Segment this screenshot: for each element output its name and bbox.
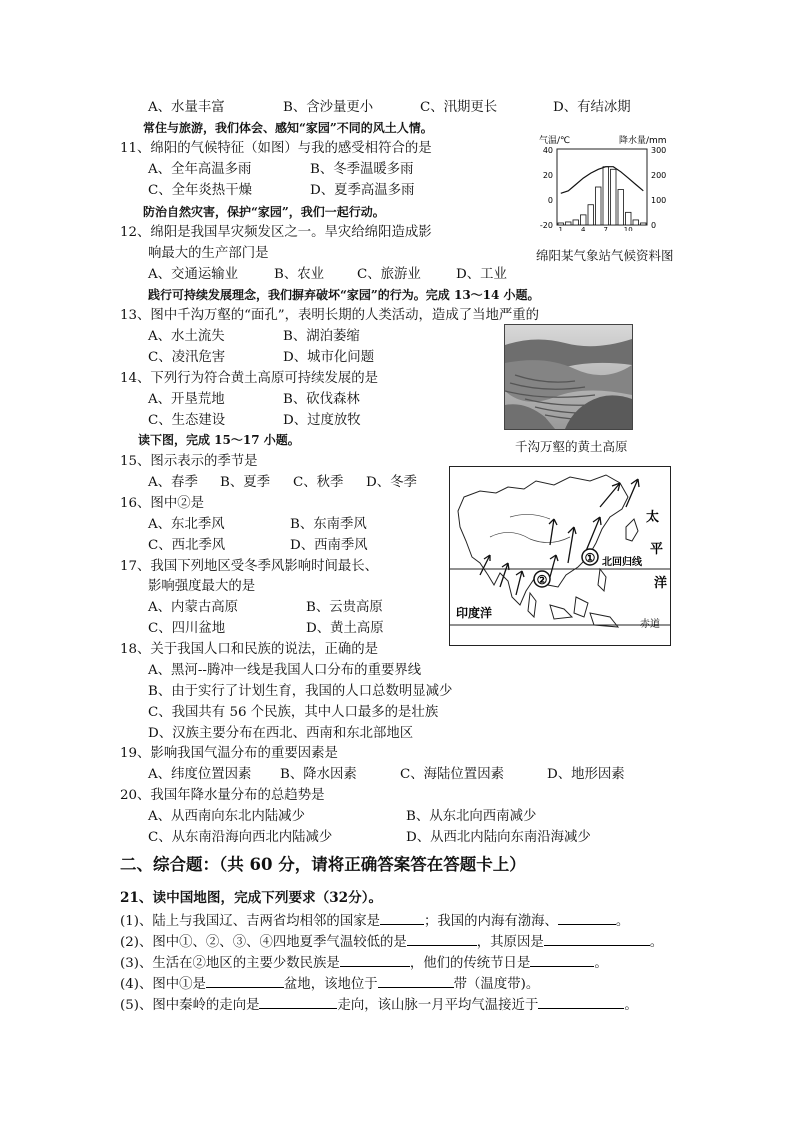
inner-borders xyxy=(490,514,570,542)
japan-islands xyxy=(626,519,638,541)
q21-part-4 xyxy=(120,974,539,994)
q19-option-a: A、纬度位置因素 xyxy=(148,767,252,782)
map-label-ping: 平 xyxy=(650,542,664,557)
q13-option-c: C、凌汛危害 xyxy=(148,350,226,365)
q21-part-2-text-b: ，其原因是 xyxy=(476,935,544,950)
q14-option-c: C、生态建设 xyxy=(148,413,226,428)
q21-part-1 xyxy=(120,911,629,931)
answer-blank-1b[interactable] xyxy=(558,911,616,925)
q14-option-a: A、开垦荒地 xyxy=(148,392,225,407)
philippines xyxy=(598,569,606,591)
chart-plot-frame xyxy=(557,149,647,225)
q12-option-c: C、旅游业 xyxy=(357,267,421,282)
q18-option-d: D、汉族主要分布在西北、西南和东北部地区 xyxy=(148,726,414,741)
q20-option-c: C、从东南沿海向西北内陆减少 xyxy=(148,830,333,845)
chart-left-ticks xyxy=(540,146,553,230)
section-2-heading: 二、综合题：（共 60 分，请将正确答案答在答题卡上） xyxy=(120,855,526,874)
loess-plateau-photo xyxy=(504,324,633,430)
q21-part-4-text-c: 带（温度带)。 xyxy=(453,977,540,992)
q21-part-5-text-b: 走向，该山脉一月平均气温接近于 xyxy=(337,998,539,1013)
q21-part-4-text-a: (4)、图中①是 xyxy=(120,977,206,992)
question-19: 19、影响我国气温分布的重要因素是 xyxy=(120,746,338,761)
q21-part-2-text-a: (2)、图中①、②、③、④四地夏季气温较低的是 xyxy=(120,935,407,950)
precipitation-bar xyxy=(633,220,639,225)
q21-part-5 xyxy=(120,995,638,1015)
precipitation-bar xyxy=(626,212,632,225)
q21-part-4-text-b: 盆地，该地位于 xyxy=(283,977,378,992)
question-11: 11、绵阳的气候特征（如图）与我的感受相符合的是 xyxy=(120,141,432,156)
q20-option-b: B、从东北向西南减少 xyxy=(406,809,537,824)
q12-option-a: A、交通运输业 xyxy=(148,267,239,282)
q19-option-b: B、降水因素 xyxy=(280,767,357,782)
monsoon-map-drawing xyxy=(450,467,670,645)
chart-x-tick-label: 7 xyxy=(603,226,608,231)
precipitation-bar xyxy=(573,220,579,225)
precipitation-bar xyxy=(641,223,647,225)
wind-arrow xyxy=(549,519,557,545)
q10-option-d: D、有结冰期 xyxy=(553,100,631,115)
q14-option-d: D、过度放牧 xyxy=(283,413,361,428)
question-16: 16、图中②是 xyxy=(120,496,204,511)
q18-option-a: A、黑河--腾冲一线是我国人口分布的重要界线 xyxy=(148,663,422,678)
intro-home-culture: 常住与旅游，我们体会、感知“家园”不同的风土人情。 xyxy=(143,121,433,135)
climate-chart xyxy=(535,133,675,231)
q18-option-c: C、我国共有 56 个民族，其中人口最多的是壮族 xyxy=(148,705,439,720)
q13-option-d: D、城市化问题 xyxy=(283,350,375,365)
loess-photo-caption: 千沟万壑的黄土高原 xyxy=(515,439,628,454)
q14-option-b: B、砍伐森林 xyxy=(283,392,360,407)
answer-blank-3b[interactable] xyxy=(530,953,594,967)
answer-blank-2a[interactable] xyxy=(407,932,477,946)
chart-left-axis-label: 气温/℃ xyxy=(539,136,571,146)
precipitation-bar xyxy=(558,223,564,225)
answer-blank-1a[interactable] xyxy=(380,911,424,925)
loess-plateau-image xyxy=(505,325,632,429)
question-14: 14、下列行为符合黄土高原可持续发展的是 xyxy=(120,371,379,386)
malay-peninsula xyxy=(528,593,536,617)
chart-bars xyxy=(558,167,646,225)
intro-sustainable: 践行可持续发展理念，我们摒弃破坏“家园”的行为。完成 13～14 小题。 xyxy=(148,288,540,302)
chart-right-tick-label: 0 xyxy=(651,221,657,230)
chart-x-ticks xyxy=(559,226,633,231)
q11-option-a: A、全年高温多雨 xyxy=(148,162,252,177)
q15-option-c: C、秋季 xyxy=(293,475,344,490)
answer-blank-2b[interactable] xyxy=(544,932,650,946)
precipitation-bar xyxy=(596,187,602,225)
precipitation-bar xyxy=(581,215,587,225)
map-label-tai: 太 xyxy=(646,510,660,525)
q11-option-d: D、夏季高温多雨 xyxy=(310,183,415,198)
q15-option-b: B、夏季 xyxy=(220,475,271,490)
map-label-yang: 洋 xyxy=(654,576,668,591)
answer-blank-4a[interactable] xyxy=(206,974,284,988)
answer-blank-3a[interactable] xyxy=(340,953,410,967)
question-12-line2: 响最大的生产部门是 xyxy=(148,246,269,261)
q21-part-3 xyxy=(120,953,608,973)
q21-part-1-text-a: (1)、陆上与我国辽、吉两省均相邻的国家是 xyxy=(120,914,380,929)
q16-option-b: B、东南季风 xyxy=(290,517,367,532)
wind-arrow xyxy=(586,517,601,551)
question-13: 13、图中千沟万壑的“面孔”，表明长期的人类活动，造成了当地严重的 xyxy=(120,308,540,323)
question-18: 18、关于我国人口和民族的说法，正确的是 xyxy=(120,642,379,657)
chart-right-tick-label: 200 xyxy=(651,171,667,180)
intro-read-map: 读下图，完成 15～17 小题。 xyxy=(138,433,300,447)
map-label-indian-ocean: 印度洋 xyxy=(456,606,493,620)
q20-option-d: D、从西北内陆向东南沿海减少 xyxy=(406,830,591,845)
q21-part-5-period: 。 xyxy=(624,998,638,1013)
q10-option-a: A、水量丰富 xyxy=(148,100,225,115)
question-17-line1: 17、我国下列地区受冬季风影响时间最长、 xyxy=(120,559,379,574)
q21-part-2 xyxy=(120,932,663,952)
chart-left-tick-label: -20 xyxy=(539,221,553,230)
climate-chart-caption: 绵阳某气象站气候资料图 xyxy=(536,248,674,263)
wind-arrow xyxy=(568,527,576,563)
q19-option-d: D、地形因素 xyxy=(547,767,625,782)
intro-disaster: 防治自然灾害，保护“家园”，我们一起行动。 xyxy=(143,205,385,219)
q17-option-a: A、内蒙古高原 xyxy=(148,600,239,615)
q19-option-c: C、海陆位置因素 xyxy=(400,767,504,782)
question-15: 15、图示表示的季节是 xyxy=(120,454,258,469)
question-12-line1: 12、绵阳是我国旱灾频发区之一。旱灾给绵阳造成影 xyxy=(120,225,432,240)
precipitation-bar xyxy=(603,167,609,225)
wind-arrow xyxy=(516,571,524,595)
question-17-line2: 影响强度最大的是 xyxy=(148,579,256,594)
precipitation-bar xyxy=(618,190,624,225)
answer-blank-4b[interactable] xyxy=(378,974,454,988)
chart-right-tick-label: 300 xyxy=(651,146,667,155)
map-label-tropic: 北回归线 xyxy=(602,557,642,568)
q11-option-c: C、全年炎热干燥 xyxy=(148,183,252,198)
q13-option-b: B、湖泊萎缩 xyxy=(283,329,360,344)
chart-right-ticks xyxy=(651,146,666,230)
precipitation-bar xyxy=(611,169,617,225)
wind-arrow xyxy=(626,479,639,507)
answer-blank-5b[interactable] xyxy=(538,995,624,1009)
q10-option-b: B、含沙量更小 xyxy=(283,100,374,115)
chart-right-tick-label: 100 xyxy=(651,196,667,205)
q17-option-b: B、云贵高原 xyxy=(306,600,383,615)
q16-option-d: D、西南季风 xyxy=(290,538,368,553)
q21-part-3-period: 。 xyxy=(594,956,608,971)
q21-part-2-period: 。 xyxy=(649,935,664,950)
chart-left-tick-label: 20 xyxy=(542,171,553,180)
q16-option-a: A、东北季风 xyxy=(148,517,225,532)
chart-x-tick-label: 1 xyxy=(558,226,563,231)
precipitation-bar xyxy=(566,222,572,225)
indonesia-islands xyxy=(550,597,618,627)
monsoon-map xyxy=(449,466,671,646)
answer-blank-5a[interactable] xyxy=(259,995,337,1009)
q10-option-c: C、汛期更长 xyxy=(420,100,498,115)
q21-part-5-text-a: (5)、图中秦岭的走向是 xyxy=(120,998,260,1013)
q17-option-c: C、四川盆地 xyxy=(148,621,226,636)
q17-option-d: D、黄土高原 xyxy=(306,621,384,636)
chart-left-tick-label: 40 xyxy=(542,146,553,155)
chart-x-tick-label: 4 xyxy=(581,226,586,231)
wind-arrow xyxy=(550,555,558,577)
map-label-1: ① xyxy=(584,551,596,565)
q21-part-3-text-a: (3)、生活在②地区的主要少数民族是 xyxy=(120,956,340,971)
q18-option-b: B、由于实行了计划生育，我国的人口总数明显减少 xyxy=(148,684,453,699)
q15-option-a: A、春季 xyxy=(148,475,198,490)
wind-arrows xyxy=(480,479,639,595)
q12-option-d: D、工业 xyxy=(456,267,507,282)
chart-right-axis-label: 降水量/mm xyxy=(619,136,667,146)
q21-part-3-text-b: ，他们的传统节日是 xyxy=(409,956,531,971)
map-label-2: ② xyxy=(536,573,548,587)
q12-option-b: B、农业 xyxy=(274,267,325,282)
q13-option-a: A、水土流失 xyxy=(148,329,225,344)
q16-option-c: C、西北季风 xyxy=(148,538,226,553)
question-21: 21、读中国地图，完成下列要求（32分）。 xyxy=(120,890,383,906)
q20-option-a: A、从西南向东北内陆减少 xyxy=(148,809,305,824)
precipitation-bar xyxy=(588,205,594,225)
chart-left-tick-label: 0 xyxy=(547,196,553,205)
q15-option-d: D、冬季 xyxy=(366,475,417,490)
q11-option-b: B、冬季温暖多雨 xyxy=(310,162,414,177)
chart-x-tick-label: 10 xyxy=(623,226,633,231)
q21-part-1-text-b: ；我国的内海有渤海、 xyxy=(424,914,558,929)
q21-part-1-period: 。 xyxy=(615,914,630,929)
chart-temperature-line xyxy=(561,167,644,194)
question-20: 20、我国年降水量分布的总趋势是 xyxy=(120,788,325,803)
map-label-equator: 赤道 xyxy=(640,619,660,630)
wind-arrow xyxy=(600,483,620,507)
